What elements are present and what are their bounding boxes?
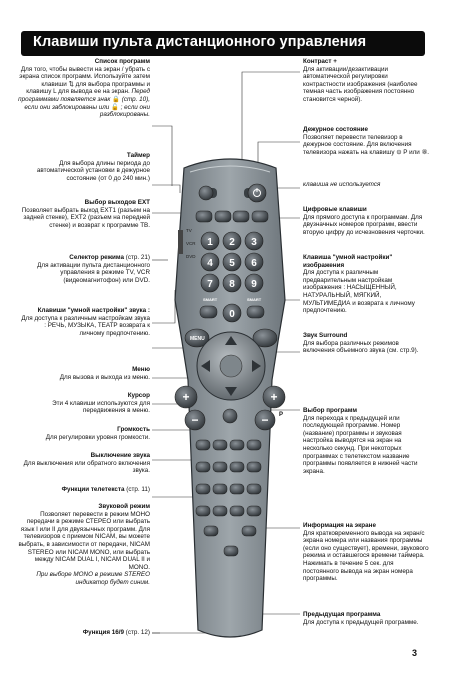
program-key-label: P: [279, 412, 284, 418]
label-standby-body: Позволяет перевести телевизор в дежурное состояние. Для включения телевизора нажать на клавишу: [303, 133, 412, 156]
label-digits-title: Цифровые клавиши: [303, 206, 367, 213]
label-program-select-body: Для перехода к предыдущей или последующей программе. Номер (название) программы и звуковая настройка выводятся на экран на несколько секунд. При некоторых программах с телетекстом название программы появляется в нижней части экрана.: [303, 414, 418, 475]
lock-closed-icon: 🔒: [112, 95, 120, 103]
label-contrast: [303, 58, 429, 104]
standby-key-icon: ⊝: [396, 148, 402, 156]
digit-key-9: 9: [251, 279, 257, 290]
label-smart-sound: [18, 307, 150, 337]
svg-text:+: +: [270, 390, 278, 404]
label-program-list-title: Список программ: [94, 58, 150, 65]
label-volume: [18, 426, 150, 441]
digit-key-4: 4: [207, 258, 213, 269]
label-standby-body2: или: [409, 148, 420, 156]
digit-key-0: 0: [229, 309, 235, 320]
digit-key-3: 3: [251, 237, 257, 248]
digit-key-6: 6: [251, 258, 257, 269]
label-standby: [303, 126, 429, 156]
label-program-list-body: Для того, чтобы вывести на экран / убрать с экрана список программ. Используйте затем клавиши: [19, 65, 150, 88]
label-unused-italic: клавиша не используется: [303, 181, 381, 188]
label-f169-ref: (стр. 12): [124, 629, 150, 636]
label-sound-mode-title: Звуковой режим: [98, 503, 150, 510]
label-timer-title: Таймер: [126, 152, 150, 159]
label-cursor-body: Эти 4 клавиши используются для передвижения в меню.: [52, 399, 150, 415]
mode-label-dvd: DVD: [186, 254, 196, 259]
label-cursor-title: Курсор: [127, 392, 150, 399]
label-program-list: [18, 58, 150, 119]
label-surround: [303, 332, 429, 355]
label-sound-mode: [18, 503, 150, 587]
label-ext-body: Позволяет выбрать выход EXT1 (разъем на задней стенке), EXT2 (разъем на передней стенке) и возврат к программе ТВ.: [21, 206, 150, 229]
svg-text:+: +: [182, 390, 190, 404]
label-menu-title: Меню: [132, 366, 150, 373]
label-previous-program-body: Для доступа к предыдущей программе.: [303, 618, 419, 626]
page-title: Клавиши пульта дистанционного управления: [33, 34, 367, 50]
label-standby-body3: .: [427, 148, 429, 156]
label-f169-title: Функция 16/9: [82, 629, 125, 636]
label-menu-body: Для вызова и выхода из меню.: [59, 373, 150, 381]
label-teletext-title: Функции телетекста: [61, 486, 125, 493]
label-info: [303, 522, 429, 583]
p-minus-key-icon: P: [403, 148, 408, 156]
label-program-select: [303, 407, 429, 475]
label-contrast-title: Контраст +: [303, 58, 337, 65]
label-program-list-body2: для выбора программы и клавишу L для вывода ее на экран.: [26, 80, 150, 96]
digit-key-5: 5: [229, 258, 235, 269]
digit-key-2: 2: [229, 237, 235, 248]
label-program-list-italic3: ; если они разблокированы.: [99, 103, 150, 119]
label-smart-picture-title: Клавиша "умной настройки" изображения: [303, 254, 393, 269]
label-program-list-italic: Перед программами появляется знак: [18, 88, 150, 103]
label-teletext-ref: (стр. 11): [124, 486, 150, 493]
label-mute-body: Для выключения или обратного включения звука.: [23, 459, 150, 475]
digit-key-8: 8: [229, 279, 235, 290]
label-volume-body: Для регулировки уровня громкости.: [45, 433, 150, 441]
label-f169: [18, 629, 150, 637]
label-smart-sound-title: Клавиши "умной настройки" звука :: [37, 307, 150, 314]
label-info-title: Информация на экране: [303, 522, 376, 529]
label-timer-body: Для выбора длины периода до автоматической установки в дежурное состояние (от 0 до 240 мин.): [36, 159, 150, 182]
digit-key-icon: ⑧: [421, 148, 428, 156]
label-ext-title: Выбор выходов EXT: [84, 199, 150, 206]
label-program-list-italic2: (стр. 10), если они заблокированы или: [24, 95, 150, 111]
label-ext: [18, 199, 150, 229]
label-info-body: Для кратковременного вывода на экран/с экрана номера или названия программы (если оно существует), времени, звукового режима и оставшегося времени таймера. Нажимать в течение 5 сек. для постоянного вывода на экран номера программы.: [303, 529, 429, 583]
label-program-select-title: Выбор программ: [303, 407, 358, 414]
label-mode-title: Селектор режима: [69, 254, 125, 261]
label-teletext: [18, 486, 150, 494]
label-mode-body: Для активации пульта дистанционного управления в режиме TV, VCR (видеомагнитофон) или DVD.: [37, 261, 150, 284]
lock-open-icon: 🔓: [111, 103, 119, 111]
label-smart-picture-body: Для доступа к различным предварительным настройкам изображения : НАСЫЩЕННЫЙ, НАТУРАЛЬНЫЙ, МЯГКИЙ, МУЛЬТИМЕДИА и возврата к личному предпочтению.: [303, 269, 415, 315]
svg-text:−: −: [261, 413, 269, 427]
label-standby-title: Дежурное состояние: [303, 126, 368, 133]
label-digits: [303, 206, 429, 236]
label-timer: [18, 152, 150, 182]
label-digits-body: Для прямого доступа к программам. Для двузначных номеров программ, ввести вторую цифру до исчезновения черточки.: [303, 213, 425, 236]
mode-label-tv: TV: [186, 228, 192, 233]
label-previous-program-title: Предыдущая программа: [303, 611, 381, 618]
mode-label-vcr: VCR: [186, 241, 196, 246]
page-number: 3: [411, 648, 417, 658]
label-previous-program: [303, 611, 429, 626]
label-mute-title: Выключение звука: [90, 452, 150, 459]
menu-key-label: MENU: [190, 336, 205, 342]
label-cursor: [18, 392, 150, 415]
label-unused: [303, 181, 429, 189]
label-mode-ref: (стр. 21): [124, 254, 150, 261]
label-sound-mode-italic: При выборе MONO в режиме STEREO индикатор будет синим.: [36, 571, 150, 586]
digit-key-1: 1: [207, 237, 213, 248]
label-mute: [18, 452, 150, 475]
label-smart-sound-body: Для доступа к различным настройкам звука : РЕЧЬ, МУЗЫКА, ТЕАТР возврата к личному предпочтению.: [21, 314, 150, 337]
smart-label-right: SMART: [247, 297, 262, 302]
label-volume-title: Громкость: [117, 426, 150, 433]
label-mode-selector: [18, 254, 150, 284]
label-sound-mode-body: Позволяет перевести в режим МОНО передачи в режиме СТЕРЕО или выбрать язык I или II для двуязычных программ. Для телевизоров с приемом NICAM, вы можете выбрать, в зависимости от передачи, NICAM STEREO или NICAM MONO, или выбрать между NICAM DUAL I, NICAM DUAL II и MONO.: [18, 510, 150, 571]
label-smart-picture: [303, 254, 429, 315]
arrow-keys-icon: ⇅: [68, 80, 74, 88]
svg-text:−: −: [191, 413, 199, 427]
label-surround-title: Звук Surround: [303, 332, 348, 339]
label-menu: [18, 366, 150, 381]
digit-key-7: 7: [207, 279, 213, 290]
label-surround-body: Для выбора различных режимов включения объемного звука (см. стр.9).: [303, 339, 419, 355]
label-contrast-body: Для активации/дезактивации автоматической регулировки контрастности изображения (наиболее темная часть изображения постоянно становится черной).: [303, 65, 418, 103]
smart-label-left: SMART: [203, 297, 218, 302]
